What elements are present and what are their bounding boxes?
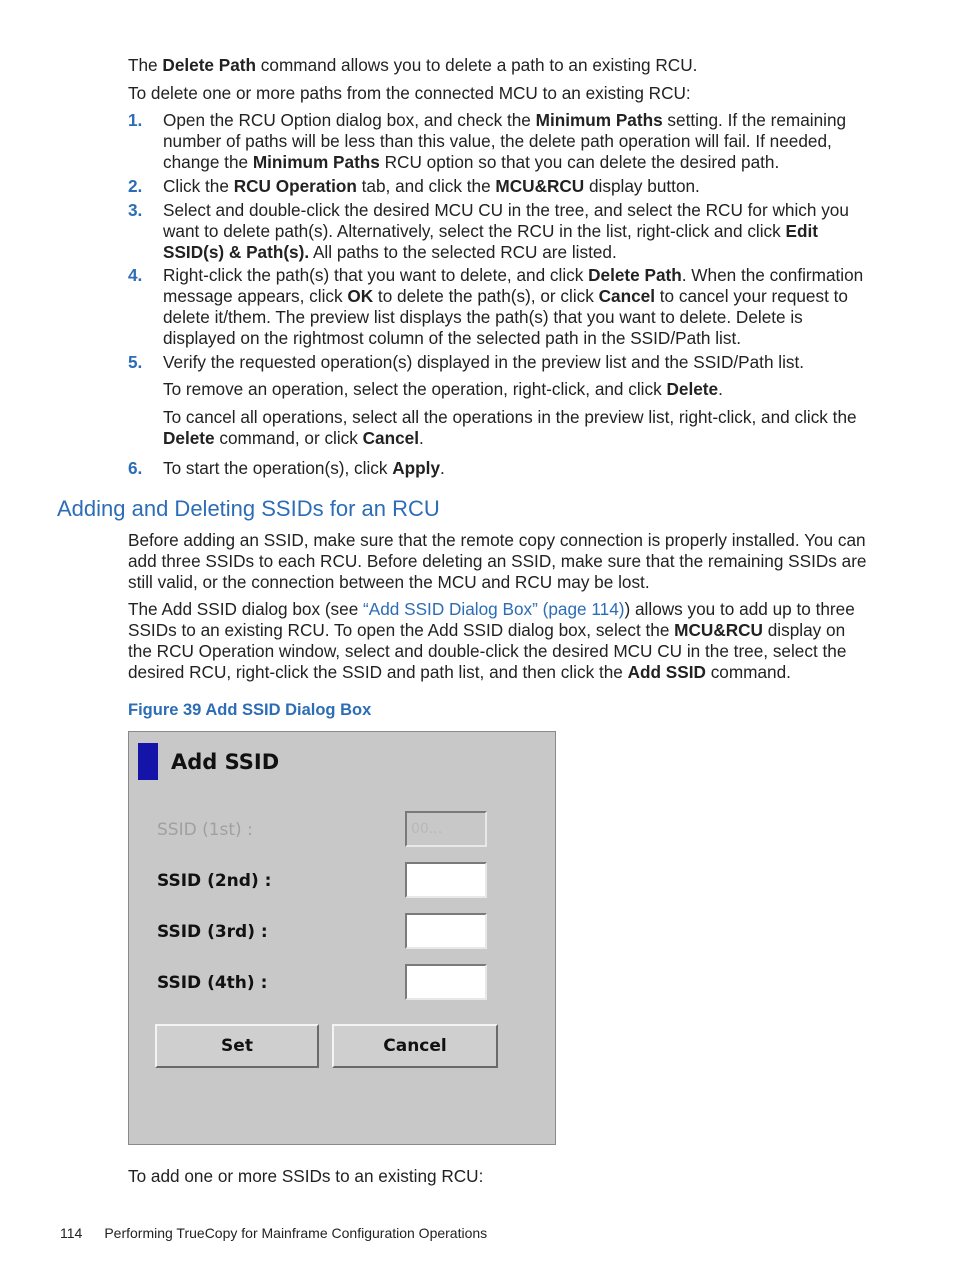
title-accent-bar — [138, 743, 158, 780]
step-1 — [128, 110, 870, 173]
figure-caption: Figure 39 Add SSID Dialog Box — [128, 701, 372, 719]
ssid-4th-label: SSID (4th) : — [157, 973, 268, 993]
page-footer — [60, 1223, 487, 1244]
ssid-2nd-label: SSID (2nd) : — [157, 871, 272, 891]
step-text: Open the RCU Option dialog box, and check the Minimum Paths setting. If the remaining number of paths will be less than this value, the delete path operation will fail. If needed, change the Minimum Paths RCU option so that you can delete the desired path. — [163, 110, 847, 172]
after-figure-paragraph: To add one or more SSIDs to an existing RCU: — [128, 1166, 484, 1186]
ssid-2nd-field[interactable] — [405, 862, 487, 898]
ssid-4th-field[interactable] — [405, 964, 487, 1000]
step-number: 5. — [128, 352, 143, 372]
step-text: Select and double-click the desired MCU CU in the tree, and select the RCU for which you want to delete path(s). Alternatively, select the RCU in the list, right-click and click Edit SSID(s) & Path(s). All paths to the selected RCU are listed. — [163, 200, 849, 262]
footer-text: Performing TrueCopy for Mainframe Configuration Operations — [104, 1225, 488, 1241]
step-number: 4. — [128, 265, 143, 285]
step-5 — [128, 352, 870, 373]
step-number: 1. — [128, 110, 143, 130]
text: The — [128, 55, 163, 75]
figure-link[interactable]: “Add SSID Dialog Box” (page 114) — [363, 599, 625, 619]
step-text: To start the operation(s), click Apply. — [163, 458, 445, 478]
ssid-1st-label: SSID (1st) : — [157, 820, 253, 840]
section-paragraph-1: Before adding an SSID, make sure that the remote copy connection is properly installed. You can add three SSIDs to each RCU. Before deleting an SSID, make sure that the remaining SSIDs are still valid, or the connection between the MCU and RCU may be lost. — [128, 530, 867, 592]
ssid-3rd-field[interactable] — [405, 913, 487, 949]
step-4 — [128, 265, 870, 349]
step-6 — [128, 458, 870, 479]
dialog-title: Add SSID — [171, 750, 280, 774]
step-3 — [128, 200, 870, 263]
step-text: Right-click the path(s) that you want to delete, and click Delete Path. When the confirmation message appears, click OK to delete the path(s), or click Cancel to cancel your request to delete it/them. The preview list displays the path(s) that you want to delete. Delete is displayed on the rightmost column of the selected path in the SSID/Path list. — [163, 265, 864, 348]
step-text: Click the RCU Operation tab, and click the MCU&RCU display button. — [163, 176, 700, 196]
ssid-1st-field: 00... — [405, 811, 487, 847]
step-5-note-remove: To remove an operation, select the operation, right-click, and click Delete. — [163, 379, 723, 399]
ssid-3rd-label: SSID (3rd) : — [157, 922, 268, 942]
step-text: Verify the requested operation(s) displayed in the preview list and the SSID/Path list. — [163, 352, 805, 372]
step-number: 3. — [128, 200, 143, 220]
page-number: 114 — [60, 1225, 83, 1241]
section-heading: Adding and Deleting SSIDs for an RCU — [57, 496, 440, 521]
bold-term: Delete Path — [162, 55, 257, 75]
intro-paragraph-2: To delete one or more paths from the connected MCU to an existing RCU: — [128, 83, 691, 103]
section-paragraph-2: The Add SSID dialog box (see “Add SSID Dialog Box” (page 114)) allows you to add up to three SSIDs to an existing RCU. To open the Add SSID dialog box, select the MCU&RCU display on the RCU Operation window, select and double-click the desired MCU CU in the tree, select the desired RCU, right-click the SSID and path list, and then click the Add SSID command. — [128, 599, 855, 682]
add-ssid-dialog — [128, 731, 556, 1145]
intro-paragraph — [128, 55, 870, 76]
cancel-button[interactable]: Cancel — [332, 1024, 498, 1068]
step-number: 6. — [128, 458, 143, 478]
text: command allows you to delete a path to an existing RCU. — [256, 55, 698, 75]
step-number: 2. — [128, 176, 143, 196]
step-5-note-cancel: To cancel all operations, select all the operations in the preview list, right-click, and click the Delete command, or click Cancel. — [163, 407, 857, 448]
step-2 — [128, 176, 870, 197]
set-button[interactable]: Set — [155, 1024, 319, 1068]
